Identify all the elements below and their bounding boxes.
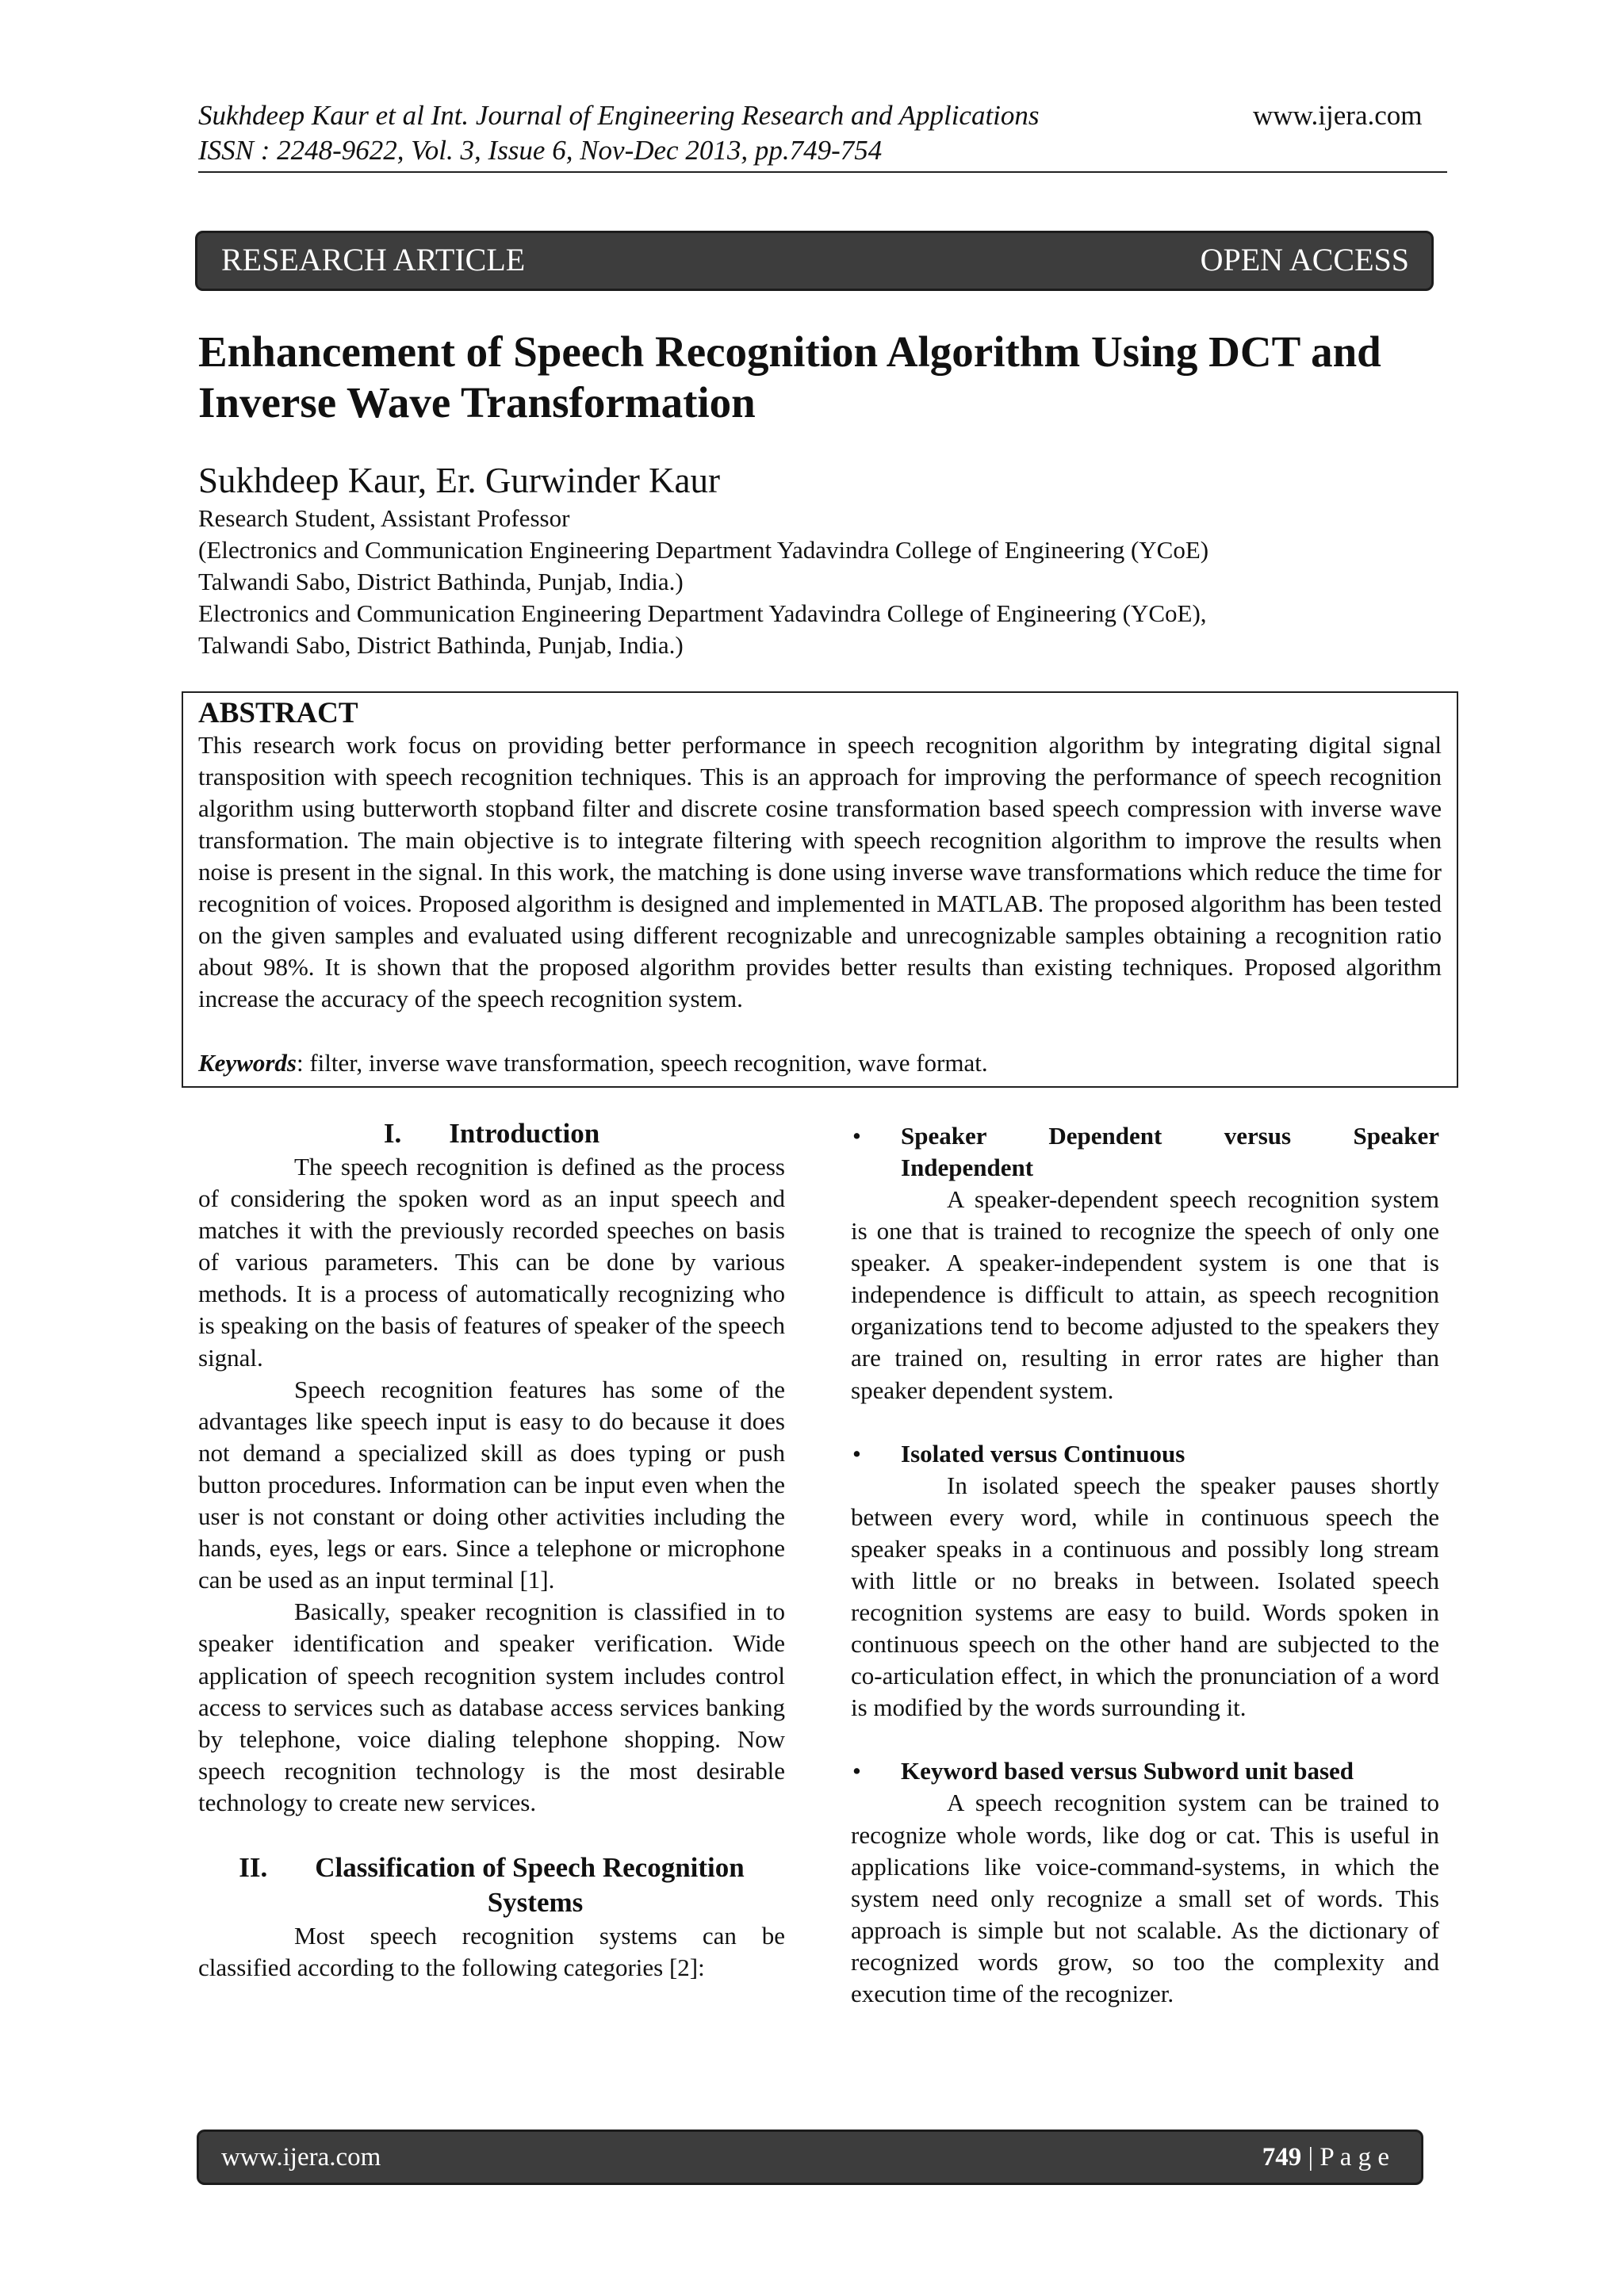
spacer <box>198 1819 785 1850</box>
bullet-icon: • <box>852 1122 861 1150</box>
affiliation-line: (Electronics and Communication Engineering Department Yadavindra College of Engineering (YCoE) <box>198 536 1209 564</box>
page-suffix: | P a g e <box>1301 2143 1389 2172</box>
keywords-line <box>198 1047 1442 1079</box>
bullet-heading-text: Isolated versus Continuous <box>901 1439 1185 1468</box>
bullet-icon: • <box>852 1757 861 1785</box>
paper-title-line-2: Inverse Wave Transformation <box>198 378 756 427</box>
header-rule <box>198 171 1447 173</box>
bullet-heading-isolated <box>851 1438 1439 1470</box>
paragraph: Basically, speaker recognition is classified in to speaker identification and speaker verification. Wide application of speech recognition system includes control access to services such as database access services banking by telephone, voice dialing telephone shopping. Now speech recognition technology is the most desirable technology to create new services. <box>198 1598 785 1816</box>
issn-header-line: ISSN : 2248-9622, Vol. 3, Issue 6, Nov-Dec 2013, pp.749-754 <box>198 135 883 166</box>
page-number: 749 <box>1262 2143 1302 2172</box>
paper-title-line-1: Enhancement of Speech Recognition Algorithm Using DCT and <box>198 327 1381 376</box>
footer-page-info <box>1262 2133 1389 2181</box>
abstract-heading: ABSTRACT <box>198 697 358 729</box>
open-access-label: OPEN ACCESS <box>1200 242 1409 277</box>
paragraph: Most speech recognition systems can be classified according to the following categories [2]: <box>198 1921 785 1982</box>
section-number: II. <box>239 1851 268 1883</box>
bullet-heading-continued: Independent <box>901 1154 1034 1181</box>
section-title: Introduction <box>449 1118 600 1149</box>
paragraph: Speech recognition features has some of the advantages like speech input is easy to do because it does not demand a specialized skill as does typing or push button procedures. Information can be input even when the user is not constant or doing other activities including the hands, eyes, legs or ears. Since a telephone or microphone can be used as an input terminal [1]. <box>198 1375 785 1594</box>
paragraph: The speech recognition is defined as the process of considering the spoken word as an input speech and matches it with the previously recorded speeches on basis of various parameters. This can be done by various methods. It is a process of automatically recognizing who is speaking on the basis of features of speaker of the speech signal. <box>198 1153 785 1372</box>
right-column <box>851 1120 1439 2010</box>
paragraph: In isolated speech the speaker pauses shortly between every word, while in continuous speech the speaker speaks in a continuous and possibly long stream with little or no breaks in between. Isolated speech recognition systems are easy to build. Words spoken in continuous speech on the other hand are subjected to the co-articulation effect, in which the pronunciation of a word is modified by the words surrounding it. <box>851 1471 1439 1722</box>
bullet-heading-keyword <box>851 1755 1439 1787</box>
section-number: I. <box>383 1118 402 1149</box>
section-heading-classification <box>198 1850 785 1885</box>
affiliation-line: Electronics and Communication Engineering Department Yadavindra College of Engineering (YCoE), <box>198 599 1207 627</box>
left-column <box>198 1116 785 1984</box>
keywords-text: : filter, inverse wave transformation, speech recognition, wave format. <box>297 1049 988 1077</box>
spacer <box>851 1724 1439 1755</box>
author-names: Sukhdeep Kaur, Er. Gurwinder Kaur <box>198 461 721 500</box>
bullet-heading-text: Keyword based versus Subword unit based <box>901 1757 1354 1785</box>
bullet-heading-text: Speaker Dependent versus Speaker <box>901 1122 1439 1150</box>
bullet-icon: • <box>852 1439 861 1468</box>
bullet-heading-speaker-dependent <box>851 1120 1439 1152</box>
paragraph: A speaker-dependent speech recognition system is one that is trained to recognize the speech of only one speaker. A speaker-independent system is one that is independence is difficult to attain, as speech recognition organizations tend to become adjusted to the speakers they are trained on, resulting in error rates are higher than speaker dependent system. <box>851 1185 1439 1404</box>
affiliation-line: Talwandi Sabo, District Bathinda, Punjab, India.) <box>198 631 684 659</box>
section-heading-classification-cont: Systems <box>487 1886 584 1918</box>
keywords-label: Keywords <box>198 1049 297 1077</box>
spacer <box>851 1406 1439 1438</box>
research-article-label: RESEARCH ARTICLE <box>221 242 526 277</box>
affiliation-line: Talwandi Sabo, District Bathinda, Punjab, India.) <box>198 568 684 595</box>
paragraph: A speech recognition system can be trained to recognize whole words, like dog or cat. This is useful in applications like voice-command-systems, in which the system need only recognize a small set of words. This approach is simple but not scalable. As the dictionary of recognized words grow, so too the complexity and execution time of the recognizer. <box>851 1789 1439 2007</box>
footer-website: www.ijera.com <box>221 2143 381 2172</box>
abstract-body: This research work focus on providing better performance in speech recognition algorithm by integrating digital signal transposition with speech recognition techniques. This is an approach for improving the performance of speech recognition algorithm using butterworth stopband filter and discrete cosine transformation based speech compression with inverse wave transformation. The main objective is to integrate filtering with speech recognition algorithm to improve the results when noise is present in the signal. In this work, the matching is done using inverse wave transformations which reduce the time for recognition of voices. Proposed algorithm is designed and implemented in MATLAB. The proposed algorithm has been tested on the given samples and evaluated using different recognizable and unrecognizable samples obtaining a recognition ratio about 98%. It is shown that the proposed algorithm provides better results than existing techniques. Proposed algorithm increase the accuracy of the speech recognition system. <box>198 731 1442 1012</box>
section-title: Classification of Speech Recognition <box>315 1851 745 1883</box>
journal-header-line: Sukhdeep Kaur et al Int. Journal of Engineering Research and Applications <box>198 100 1040 131</box>
article-type-banner <box>195 231 1434 291</box>
affiliation-line: Research Student, Assistant Professor <box>198 504 570 532</box>
page-footer-bar <box>197 2130 1423 2185</box>
header-website: www.ijera.com <box>1253 100 1423 131</box>
section-heading-introduction <box>198 1116 785 1151</box>
